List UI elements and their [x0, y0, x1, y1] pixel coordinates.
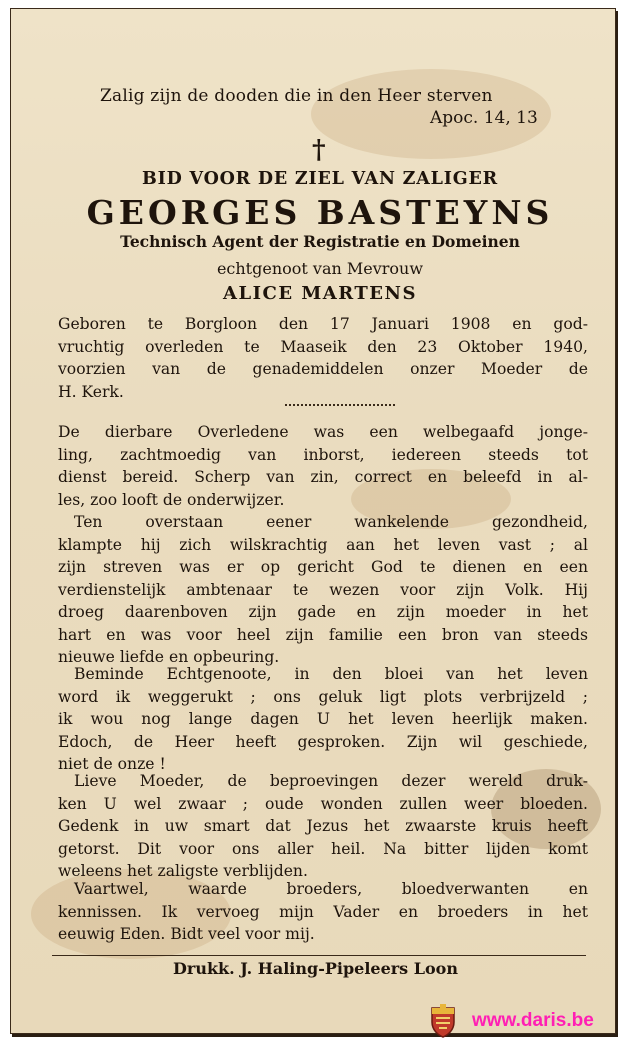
text-line: getorst. Dit voor ons aller heil. Na bitter lijden komt: [58, 839, 588, 858]
text-line: nieuwe liefde en opbeuring.: [58, 648, 280, 666]
spouse-name: ALICE MARTENS: [223, 283, 417, 304]
text-line: kennissen. Ik vervoeg mijn Vader en broeders in het: [58, 902, 588, 921]
paragraph-3: [58, 663, 588, 776]
footer-rule: [52, 955, 586, 956]
text-line: les, zoo looft de onderwijzer.: [58, 490, 285, 509]
text-line: word ik weggerukt ; ons geluk ligt plots verbrijzeld ;: [58, 687, 588, 706]
text-line: De dierbare Overledene was een welbegaafd jonge-: [58, 423, 588, 441]
website-watermark[interactable]: www.daris.be: [472, 1010, 594, 1031]
cross-icon: †: [312, 135, 326, 165]
paragraph-2: [58, 511, 588, 669]
text-line: ik wou nog lange dagen U het leven heerlijk maken.: [58, 710, 588, 728]
paragraph-1: [58, 421, 588, 511]
deceased-function: Technisch Agent der Registratie en Domeinen: [120, 232, 520, 251]
text-line: droeg daarenboven zijn gade en zijn moeder in het: [58, 603, 588, 621]
text-line: Geboren te Borgloon den 17 Januari 1908 en god-: [58, 315, 588, 333]
text-line: ling, zachtmoedig van inborst, iedereen steeds tot: [58, 445, 588, 464]
text-line: ken U wel zwaar ; oude wonden zullen weer bloeden.: [58, 794, 588, 813]
birth-paragraph: [58, 313, 588, 403]
deceased-name: GEORGES BASTEYNS: [86, 193, 554, 232]
bible-reference: Apoc. 14, 13: [430, 108, 538, 128]
text-line: Lieve Moeder, de beproevingen dezer wereld druk-: [74, 772, 588, 790]
prayer-heading: BID VOOR DE ZIEL VAN ZALIGER: [142, 169, 498, 189]
paragraph-5: [58, 878, 588, 946]
text-line: Beminde Echtgenoote, in den bloei van het leven: [74, 665, 588, 683]
text-line: klampte hij zich wilskrachtig aan het leven vast ; al: [58, 535, 588, 554]
text-line: vruchtig overleden te Maaseik den 23 Oktober 1940,: [58, 337, 588, 356]
text-line: Edoch, de Heer heeft gesproken. Zijn wil geschiede,: [58, 732, 588, 751]
text-line: zijn streven was er op gericht God te dienen en een: [58, 558, 588, 576]
text-line: weleens het zaligste verblijden.: [58, 862, 308, 880]
text-line: Ten overstaan eener wankelende gezondheid,: [74, 513, 588, 531]
coat-of-arms-icon: [429, 1004, 457, 1038]
text-line: H. Kerk.: [58, 382, 124, 401]
text-line: voorzien van de genademiddelen onzer Moeder de: [58, 360, 588, 378]
text-line: niet de onze !: [58, 755, 166, 773]
epigraph: Zalig zijn de dooden die in den Heer sterven: [100, 86, 493, 106]
text-line: Vaartwel, waarde broeders, bloedverwanten en: [74, 880, 588, 898]
dotted-divider: [285, 404, 395, 406]
text-line: Gedenk in uw smart dat Jezus het zwaarste kruis heeft: [58, 817, 588, 835]
spouse-label: echtgenoot van Mevrouw: [216, 259, 424, 278]
text-line: verdienstelijk ambtenaar te wezen voor zijn Volk. Hij: [58, 580, 588, 599]
text-line: eeuwig Eden. Bidt veel voor mij.: [58, 925, 315, 943]
text-line: hart en was voor heel zijn familie een bron van steeds: [58, 625, 588, 644]
printer-credit: Drukk. J. Haling-Pipeleers Loon: [173, 959, 458, 978]
text-line: dienst bereid. Scherp van zin, correct en beleefd in al-: [58, 468, 588, 486]
paragraph-4: [58, 770, 588, 883]
